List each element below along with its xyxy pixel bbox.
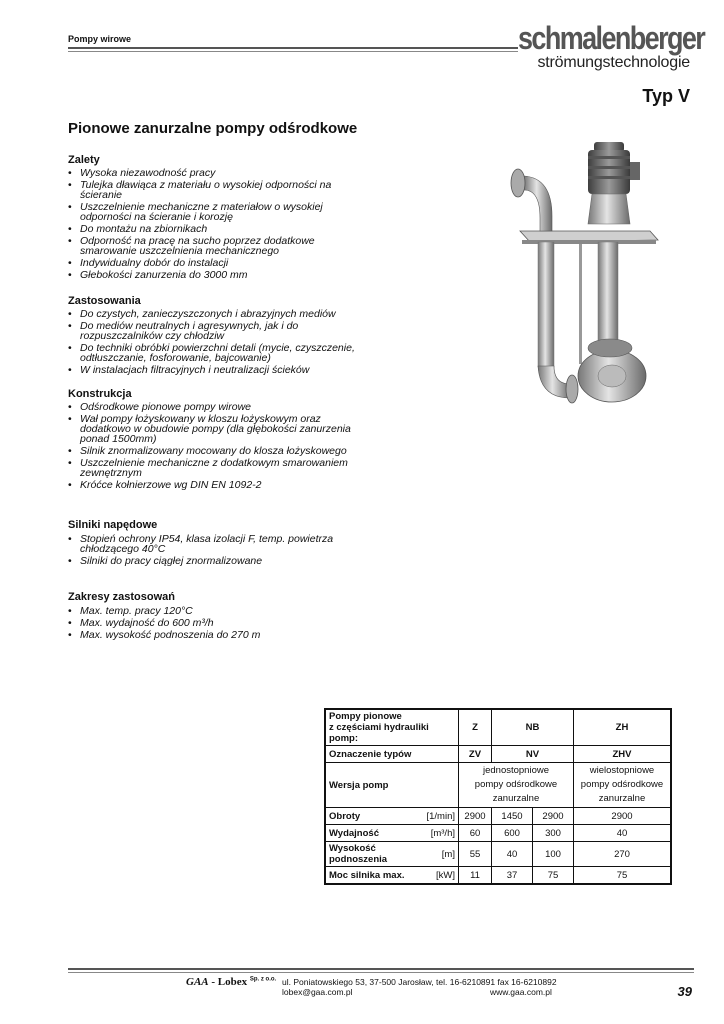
list-item: • Indywidualny dobór do instalacji xyxy=(68,258,368,268)
table-cell-unit: [m] xyxy=(423,842,458,867)
table-cell-label: Obroty xyxy=(325,808,423,825)
table-cell: 60 xyxy=(459,825,492,842)
list-item: • Max. temp. pracy 120°C xyxy=(68,606,368,616)
table-cell: 2900 xyxy=(533,808,574,825)
table-cell-line: zanurzalne xyxy=(492,793,540,804)
list-item: • Max. wydajność do 600 m³/h xyxy=(68,618,368,628)
list-item: • Wysoka niezawodność pracy xyxy=(68,168,368,178)
table-cell: 1450 xyxy=(492,808,533,825)
table-cell: ZV xyxy=(459,746,492,763)
brand-tagline: strömungstechnologie xyxy=(537,54,690,71)
table-cell-unit: [m³/h] xyxy=(423,825,458,842)
table-cell-line: jednostopniowe xyxy=(482,765,550,776)
table-cell xyxy=(574,763,672,808)
table-col-header: ZH xyxy=(574,709,672,746)
list-item: • Stopień ochrony IP54, klasa izolacji F, temp. powietrza chłodzącego 40°C xyxy=(68,534,368,554)
list-item: • Max. wysokość podnoszenia do 270 m xyxy=(68,630,368,640)
list-zalety xyxy=(68,168,368,282)
list-zastosowania xyxy=(68,309,368,377)
table-row xyxy=(325,746,671,763)
list-item: • Wał pompy łożyskowany w kloszu łożyskowym oraz dodatkowo w obudowie pompy (dla głębokości zanurzenia ponad 1500mm) xyxy=(68,414,368,444)
table-cell-label: Oznaczenie typów xyxy=(325,746,459,763)
table-cell: 55 xyxy=(459,842,492,867)
section-heading-zalety: Zalety xyxy=(68,154,100,166)
table-cell: 75 xyxy=(574,867,672,885)
footer-email[interactable]: lobex@gaa.com.pl xyxy=(282,987,353,997)
footer-company-a: GAA xyxy=(186,976,209,988)
list-zakresy xyxy=(68,606,368,642)
table-cell-label: Moc silnika max. xyxy=(325,867,423,885)
header-rule xyxy=(68,47,518,49)
list-item: • Uszczelnienie mechaniczne z materiałow o wysokiej odporności na ścieranie i korozję xyxy=(68,202,368,222)
list-silniki xyxy=(68,534,368,568)
list-item: • Do montażu na zbiornikach xyxy=(68,224,368,234)
section-heading-silniki: Silniki napędowe xyxy=(68,519,158,531)
section-label: Pompy wirowe xyxy=(68,34,132,44)
table-row xyxy=(325,763,671,808)
table-cell-line: wielostopniowe xyxy=(589,765,655,776)
footer-website[interactable]: www.gaa.com.pl xyxy=(490,987,552,997)
table-cell: 600 xyxy=(492,825,533,842)
list-item: • Do mediów neutralnych i agresywnych, jak i do rozpuszczalników czy chłodziw xyxy=(68,321,368,341)
table-row xyxy=(325,709,671,746)
table-cell: 11 xyxy=(459,867,492,885)
table-cell: 270 xyxy=(574,842,672,867)
list-item: • Odporność na pracę na sucho poprzez dodatkowe smarowanie uszczelnienia mechanicznego xyxy=(68,236,368,256)
table-cell: 2900 xyxy=(574,808,672,825)
list-item: • Do czystych, zanieczyszczonych i abrazyjnych mediów xyxy=(68,309,368,319)
footer-rule xyxy=(68,968,694,970)
spec-table xyxy=(324,708,672,885)
list-item: • Odśrodkowe pionowe pompy wirowe xyxy=(68,402,368,412)
list-konstrukcja xyxy=(68,402,368,492)
table-cell: NV xyxy=(492,746,574,763)
table-row xyxy=(325,808,671,825)
table-cell: ZHV xyxy=(574,746,672,763)
table-cell-label: Wysokość podnoszenia xyxy=(325,842,423,867)
table-cell: 2900 xyxy=(459,808,492,825)
table-header-line: Pompy pionowe xyxy=(329,711,402,722)
list-item: • Do techniki obróbki powierzchni detali (mycie, czyszczenie, odtłuszczanie, fosforowanie, bajcowanie) xyxy=(68,343,368,363)
footer-rule-thin xyxy=(68,972,694,973)
list-item: • Uszczelnienie mechaniczne z dodatkowym smarowaniem zewnętrznym xyxy=(68,458,368,478)
table-cell: 40 xyxy=(574,825,672,842)
header-rule-thin xyxy=(68,51,518,52)
table-cell-line: pompy odśrodkowe xyxy=(580,779,664,790)
table-cell xyxy=(459,763,574,808)
table-row xyxy=(325,825,671,842)
list-item: • Silnik znormalizowany mocowany do klosza łożyskowego xyxy=(68,446,368,456)
footer-company-logo xyxy=(186,976,276,988)
table-header-label xyxy=(325,709,459,746)
table-row xyxy=(325,842,671,867)
list-item: • Silniki do pracy ciągłej znormalizowane xyxy=(68,556,368,566)
pump-illustration xyxy=(500,136,660,416)
table-cell: 300 xyxy=(533,825,574,842)
list-item: • W instalacjach filtracyjnych i neutralizacji ścieków xyxy=(68,365,368,375)
table-header-line: z częściami hydrauliki pomp: xyxy=(329,722,429,744)
table-row xyxy=(325,867,671,885)
table-cell-unit: [kW] xyxy=(423,867,458,885)
table-col-header: Z xyxy=(459,709,492,746)
list-item: • Króćce kołnierzowe wg DIN EN 1092-2 xyxy=(68,480,368,490)
list-item: • Tulejka dławiąca z materiału o wysokiej odporności na ścieranie xyxy=(68,180,368,200)
list-item: • Głebokości zanurzenia do 3000 mm xyxy=(68,270,368,280)
table-cell-unit: [1/min] xyxy=(423,808,458,825)
page-title: Pionowe zanurzalne pompy odśrodkowe xyxy=(68,120,358,137)
page-number: 39 xyxy=(677,984,692,999)
table-cell-label: Wersja pomp xyxy=(325,763,459,808)
type-title: Typ V xyxy=(642,86,690,106)
table-cell: 37 xyxy=(492,867,533,885)
table-cell-line: pompy odśrodkowe xyxy=(474,779,558,790)
table-cell: 75 xyxy=(533,867,574,885)
section-heading-zakresy: Zakresy zastosowań xyxy=(68,591,175,603)
footer-address: ul. Poniatowskiego 53, 37-500 Jarosław, tel. 16-6210891 fax 16-6210892 xyxy=(282,977,557,987)
table-cell-label: Wydajność xyxy=(325,825,423,842)
section-heading-konstrukcja: Konstrukcja xyxy=(68,388,132,400)
table-cell-line: zanurzalne xyxy=(598,793,646,804)
brand-logo: schmalenberger xyxy=(518,20,705,56)
table-cell: 40 xyxy=(492,842,533,867)
section-heading-zastosowania: Zastosowania xyxy=(68,295,141,307)
table-col-header: NB xyxy=(492,709,574,746)
table-cell: 100 xyxy=(533,842,574,867)
footer-company-b: - Lobex xyxy=(211,976,248,988)
footer-company-suffix: Sp. z o.o. xyxy=(249,976,277,983)
